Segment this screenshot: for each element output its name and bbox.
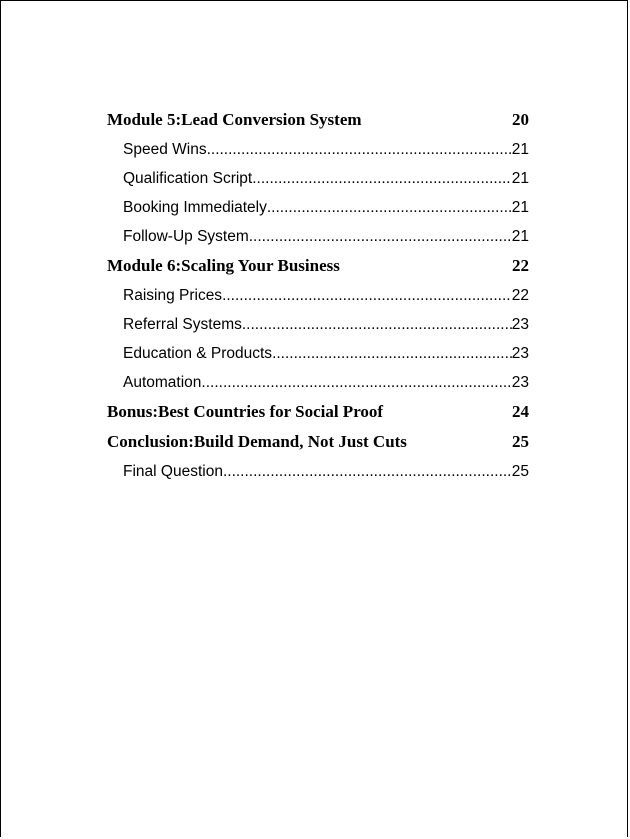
toc-entry[interactable] <box>107 164 529 193</box>
dot-leader <box>223 457 512 486</box>
dot-leader <box>207 135 512 164</box>
toc-section-page-number: 22 <box>512 256 529 275</box>
toc-section-title: Bonus:Best Countries for Social Proof <box>107 402 384 421</box>
toc-entry-page-number: 23 <box>511 374 529 391</box>
toc-entry-label: Raising Prices <box>123 287 223 304</box>
toc-entry-label: Automation <box>123 374 202 391</box>
toc-section-title: Conclusion:Build Demand, Not Just Cuts <box>107 432 407 451</box>
dot-leader <box>222 281 512 310</box>
toc-entry-label: Final Question <box>123 463 223 480</box>
toc-entry-label: Booking Immediately <box>123 199 267 216</box>
toc-entry-label: Education & Products <box>123 345 273 362</box>
toc-entry[interactable] <box>107 222 529 251</box>
toc-section-heading[interactable] <box>107 427 529 457</box>
dot-leader <box>201 368 511 397</box>
toc-section-title: Module 6:Scaling Your Business <box>107 256 340 275</box>
toc-section-page-number: 25 <box>512 432 529 451</box>
toc-entry[interactable] <box>107 457 529 486</box>
toc-section-heading[interactable] <box>107 251 529 281</box>
dot-leader <box>252 164 512 193</box>
toc-section-title: Module 5:Lead Conversion System <box>107 110 362 129</box>
toc-entry-page-number: 21 <box>511 170 529 187</box>
toc-entry-page-number: 22 <box>511 287 529 304</box>
toc-section-heading[interactable] <box>107 105 529 135</box>
toc-entry[interactable] <box>107 339 529 368</box>
toc-entry-label: Follow-Up System <box>123 228 249 245</box>
toc-entry[interactable] <box>107 281 529 310</box>
toc-entry-page-number: 23 <box>511 345 529 362</box>
toc-entry-label: Speed Wins <box>123 141 207 158</box>
toc-entry[interactable] <box>107 135 529 164</box>
toc-entry-page-number: 25 <box>511 463 529 480</box>
toc-entry[interactable] <box>107 368 529 397</box>
toc-section-heading[interactable] <box>107 397 529 427</box>
dot-leader <box>242 310 512 339</box>
toc-entry-page-number: 21 <box>511 141 529 158</box>
toc-entry-page-number: 21 <box>511 228 529 245</box>
toc-entry[interactable] <box>107 193 529 222</box>
toc-entry[interactable] <box>107 310 529 339</box>
table-of-contents <box>107 105 529 486</box>
dot-leader <box>249 222 512 251</box>
toc-entry-page-number: 21 <box>511 199 529 216</box>
dot-leader <box>267 193 512 222</box>
toc-section-page-number: 20 <box>512 110 529 129</box>
dot-leader <box>272 339 512 368</box>
toc-entry-page-number: 23 <box>511 316 529 333</box>
toc-entry-label: Qualification Script <box>123 170 253 187</box>
toc-entry-label: Referral Systems <box>123 316 242 333</box>
toc-section-page-number: 24 <box>512 402 529 421</box>
